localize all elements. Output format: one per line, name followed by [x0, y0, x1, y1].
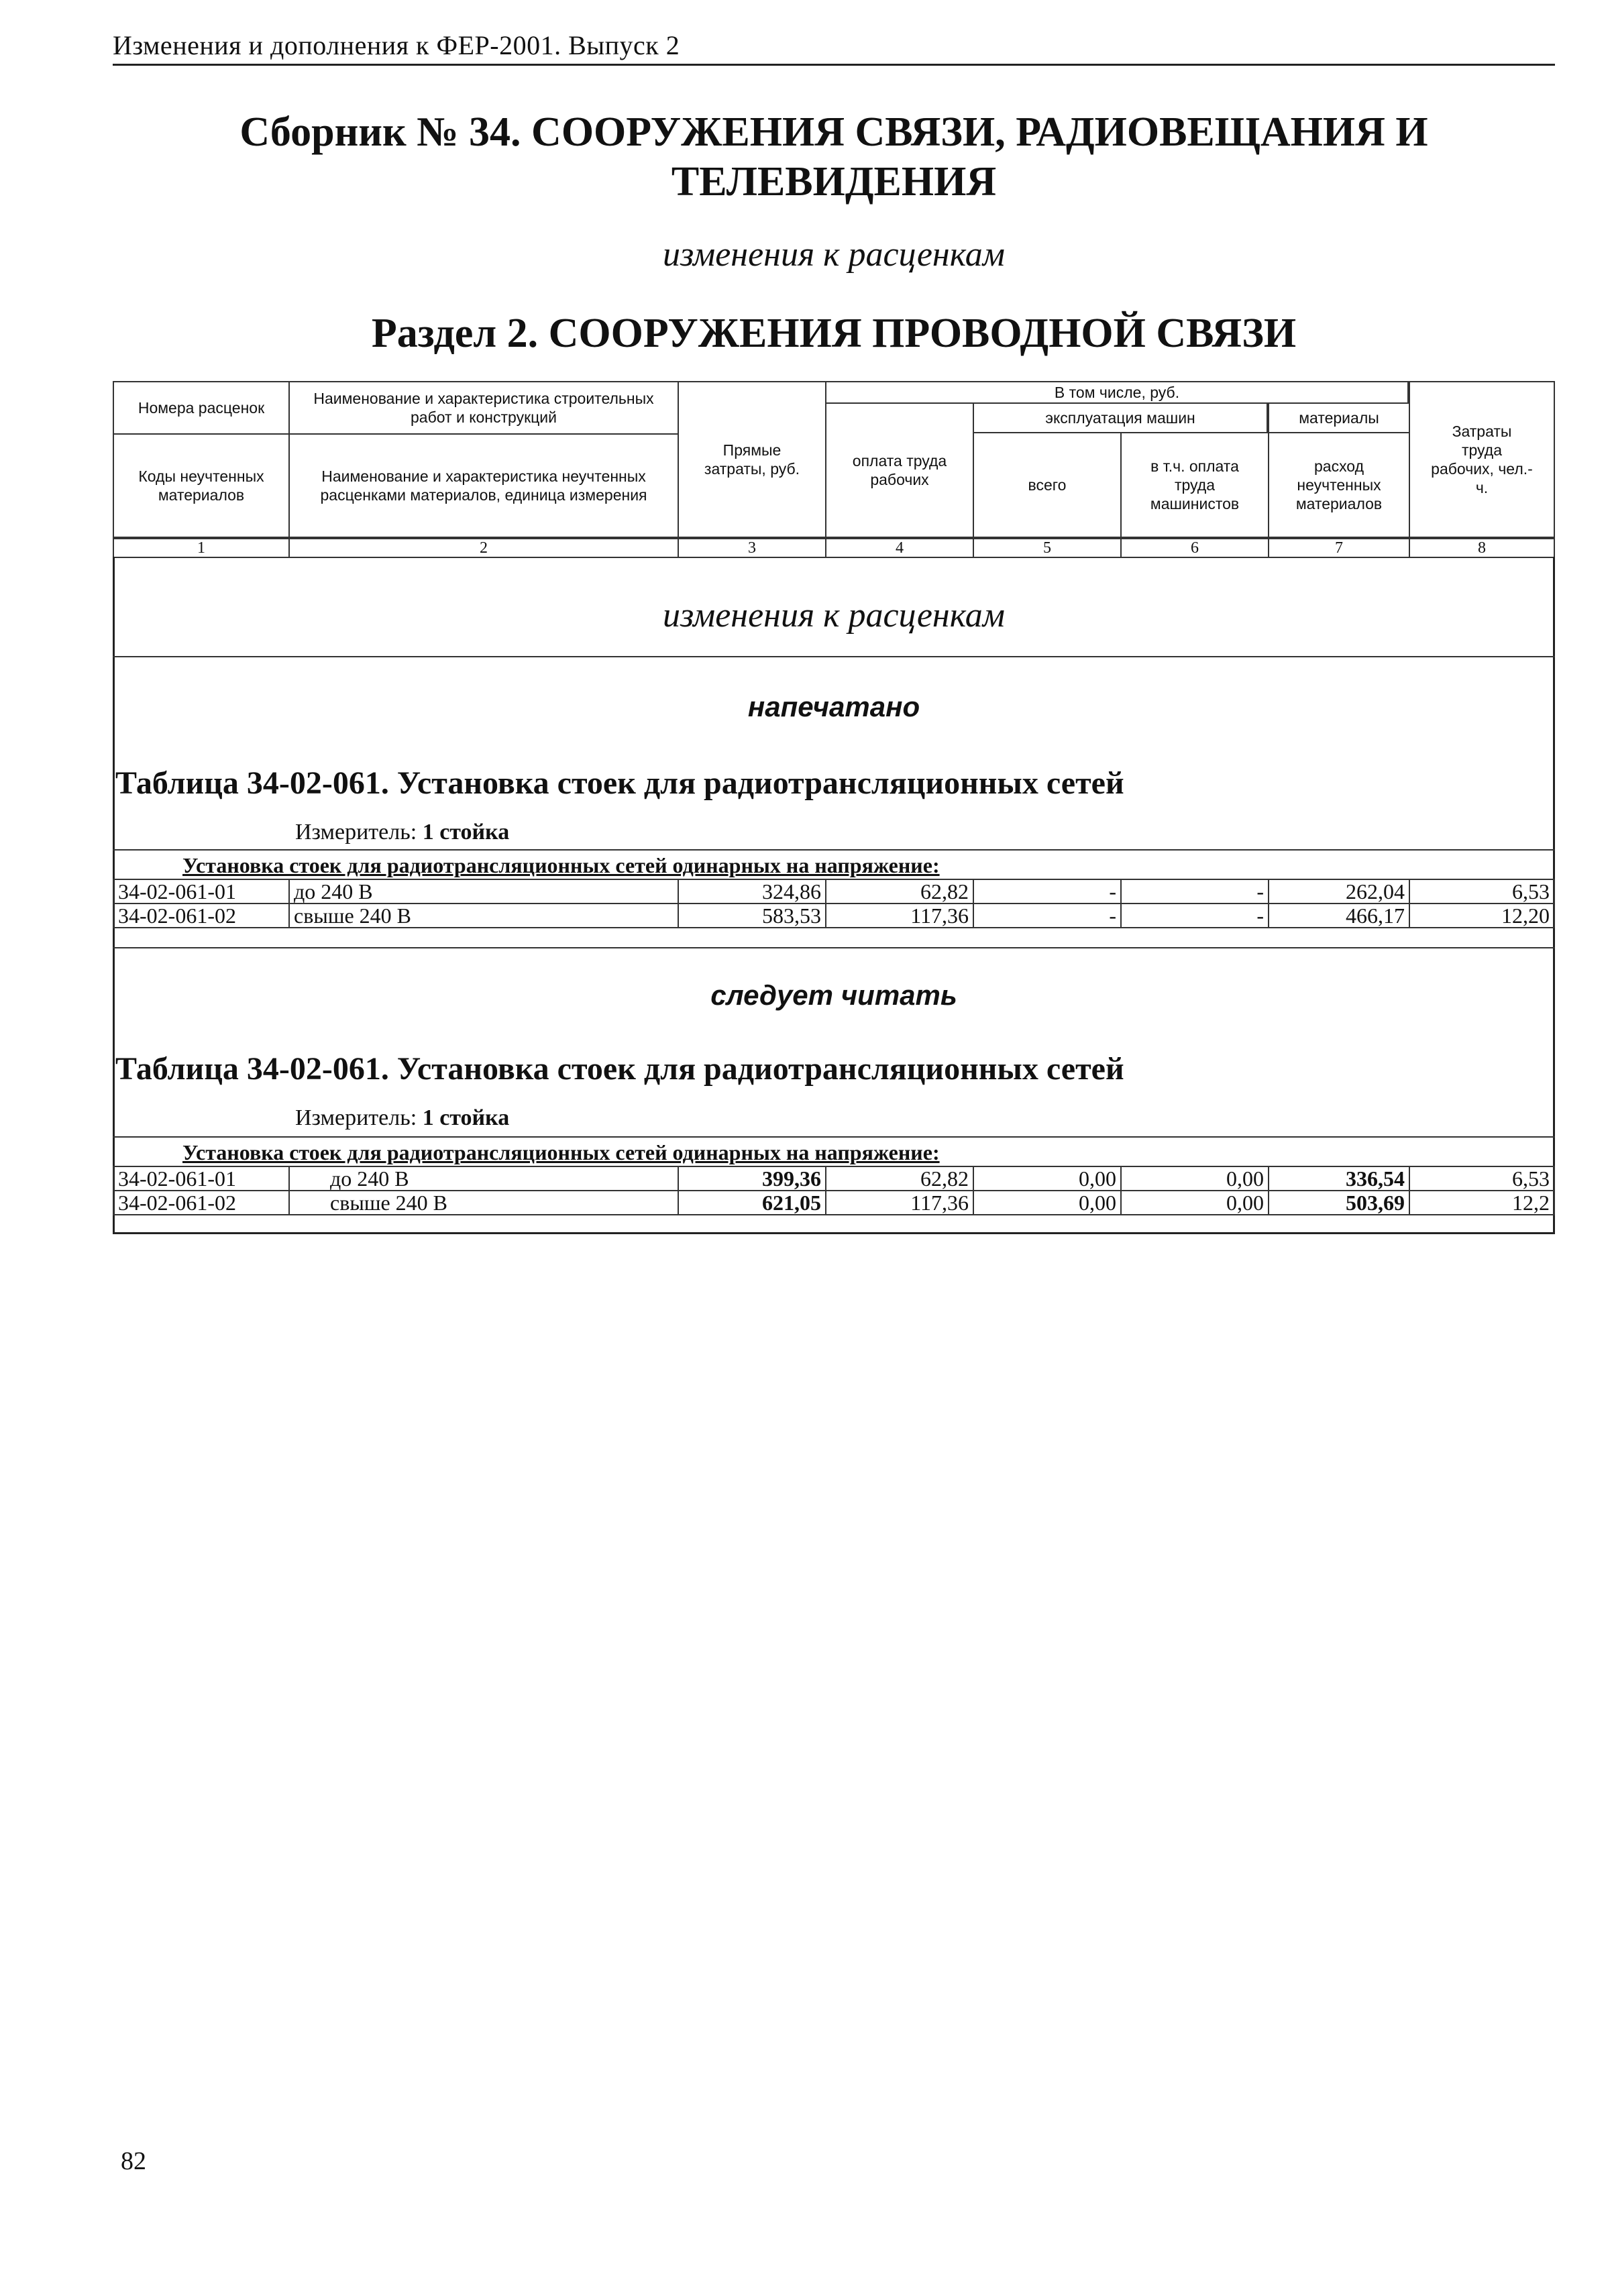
- row-labor-pay: 62,82: [825, 879, 974, 904]
- row-name: свыше 240 В: [288, 1190, 679, 1215]
- collection-title: [113, 107, 1555, 207]
- row-machinist-pay: 0,00: [1120, 1166, 1269, 1191]
- printed-meter-label: Измеритель:: [295, 820, 417, 844]
- row-materials: 503,69: [1268, 1190, 1410, 1215]
- collection-title-line2: ТЕЛЕВИДЕНИЯ: [671, 159, 997, 205]
- header-col2-bottom: Наименование и характеристика неучтенных расценками материалов, единица измерения: [288, 433, 679, 538]
- should-read-label: следует читать: [710, 979, 957, 1011]
- header-labor-pay: оплата труда рабочих: [825, 402, 974, 538]
- row-labor-hours: 12,2: [1409, 1190, 1555, 1215]
- row-machines-total: 0,00: [973, 1190, 1122, 1215]
- col-number-1: 1: [113, 538, 290, 558]
- divider: [113, 656, 1555, 657]
- should-read-table-title: Таблица 34-02-061. Установка стоек для радиотрансляционных сетей: [115, 1051, 1124, 1087]
- row-direct-costs: 583,53: [678, 903, 826, 928]
- row-direct-costs: 324,86: [678, 879, 826, 904]
- page-number: 82: [121, 2147, 146, 2175]
- row-machinist-pay: 0,00: [1120, 1190, 1269, 1215]
- printed-meter-value: 1 стойка: [422, 820, 510, 844]
- printed-meter: [295, 820, 509, 845]
- row-direct-costs: 621,05: [678, 1190, 826, 1215]
- header-col1-top: Номера расценок: [113, 381, 290, 435]
- section-title: Раздел 2. СООРУЖЕНИЯ ПРОВОДНОЙ СВЯЗИ: [371, 311, 1297, 356]
- header-machinist-pay: в т.ч. оплата труда машинистов: [1120, 432, 1269, 538]
- should-read-group-heading: Установка стоек для радиотрансляционных сетей одинарных на напряжение:: [182, 1140, 940, 1164]
- changes-title: изменения к расценкам: [663, 596, 1005, 635]
- should-read-meter-label: Измеритель:: [295, 1105, 417, 1130]
- row-materials: 336,54: [1268, 1166, 1410, 1191]
- row-labor-hours: 6,53: [1409, 1166, 1555, 1191]
- header-col2-top: Наименование и характеристика строительных работ и конструкций: [288, 381, 679, 435]
- row-labor-pay: 62,82: [825, 1166, 974, 1191]
- col-number-2: 2: [288, 538, 679, 558]
- row-name: до 240 В: [288, 1166, 679, 1191]
- should-read-meter: [295, 1105, 509, 1131]
- row-machinist-pay: -: [1120, 903, 1269, 928]
- row-labor-pay: 117,36: [825, 1190, 974, 1215]
- collection-title-line1: Сборник № 34. СООРУЖЕНИЯ СВЯЗИ, РАДИОВЕЩАНИЯ И: [239, 109, 1428, 155]
- row-labor-hours: 12,20: [1409, 903, 1555, 928]
- row-code: 34-02-061-02: [113, 1190, 290, 1215]
- document-subtitle: изменения к расценкам: [663, 235, 1005, 274]
- running-header-text: Изменения и дополнения к ФЕР-2001. Выпуск 2: [113, 30, 680, 60]
- row-labor-hours: 6,53: [1409, 879, 1555, 904]
- divider: [113, 849, 1555, 851]
- row-direct-costs: 399,36: [678, 1166, 826, 1191]
- row-name: до 240 В: [288, 879, 679, 904]
- row-materials: 262,04: [1268, 879, 1410, 904]
- row-labor-pay: 117,36: [825, 903, 974, 928]
- col-number-5: 5: [973, 538, 1122, 558]
- row-materials: 466,17: [1268, 903, 1410, 928]
- row-machinist-pay: -: [1120, 879, 1269, 904]
- col-number-6: 6: [1120, 538, 1269, 558]
- divider: [113, 1136, 1555, 1138]
- row-code: 34-02-061-01: [113, 879, 290, 904]
- header-machines: эксплуатация машин: [973, 402, 1268, 433]
- header-col1-bottom: Коды неучтенных материалов: [113, 433, 290, 538]
- row-machines-total: -: [973, 879, 1122, 904]
- divider: [113, 947, 1555, 948]
- running-header: [113, 30, 1555, 66]
- row-code: 34-02-061-01: [113, 1166, 290, 1191]
- should-read-meter-value: 1 стойка: [422, 1105, 510, 1130]
- header-materials-consumption: расход неучтенных материалов: [1268, 432, 1410, 538]
- row-name: свыше 240 В: [288, 903, 679, 928]
- printed-table-title: Таблица 34-02-061. Установка стоек для радиотрансляционных сетей: [115, 765, 1124, 801]
- col-number-4: 4: [825, 538, 974, 558]
- row-code: 34-02-061-02: [113, 903, 290, 928]
- col-number-7: 7: [1268, 538, 1410, 558]
- header-including: В том числе, руб.: [825, 381, 1409, 404]
- printed-group-heading: Установка стоек для радиотрансляционных сетей одинарных на напряжение:: [182, 853, 940, 877]
- header-direct-costs: Прямые затраты, руб.: [678, 381, 826, 538]
- header-labor-hours: Затраты труда рабочих, чел.-ч.: [1409, 381, 1555, 538]
- row-machines-total: 0,00: [973, 1166, 1122, 1191]
- col-number-3: 3: [678, 538, 826, 558]
- col-number-8: 8: [1409, 538, 1555, 558]
- header-machines-total: всего: [973, 432, 1122, 538]
- row-machines-total: -: [973, 903, 1122, 928]
- header-materials: материалы: [1268, 402, 1410, 433]
- printed-label: напечатано: [747, 691, 920, 722]
